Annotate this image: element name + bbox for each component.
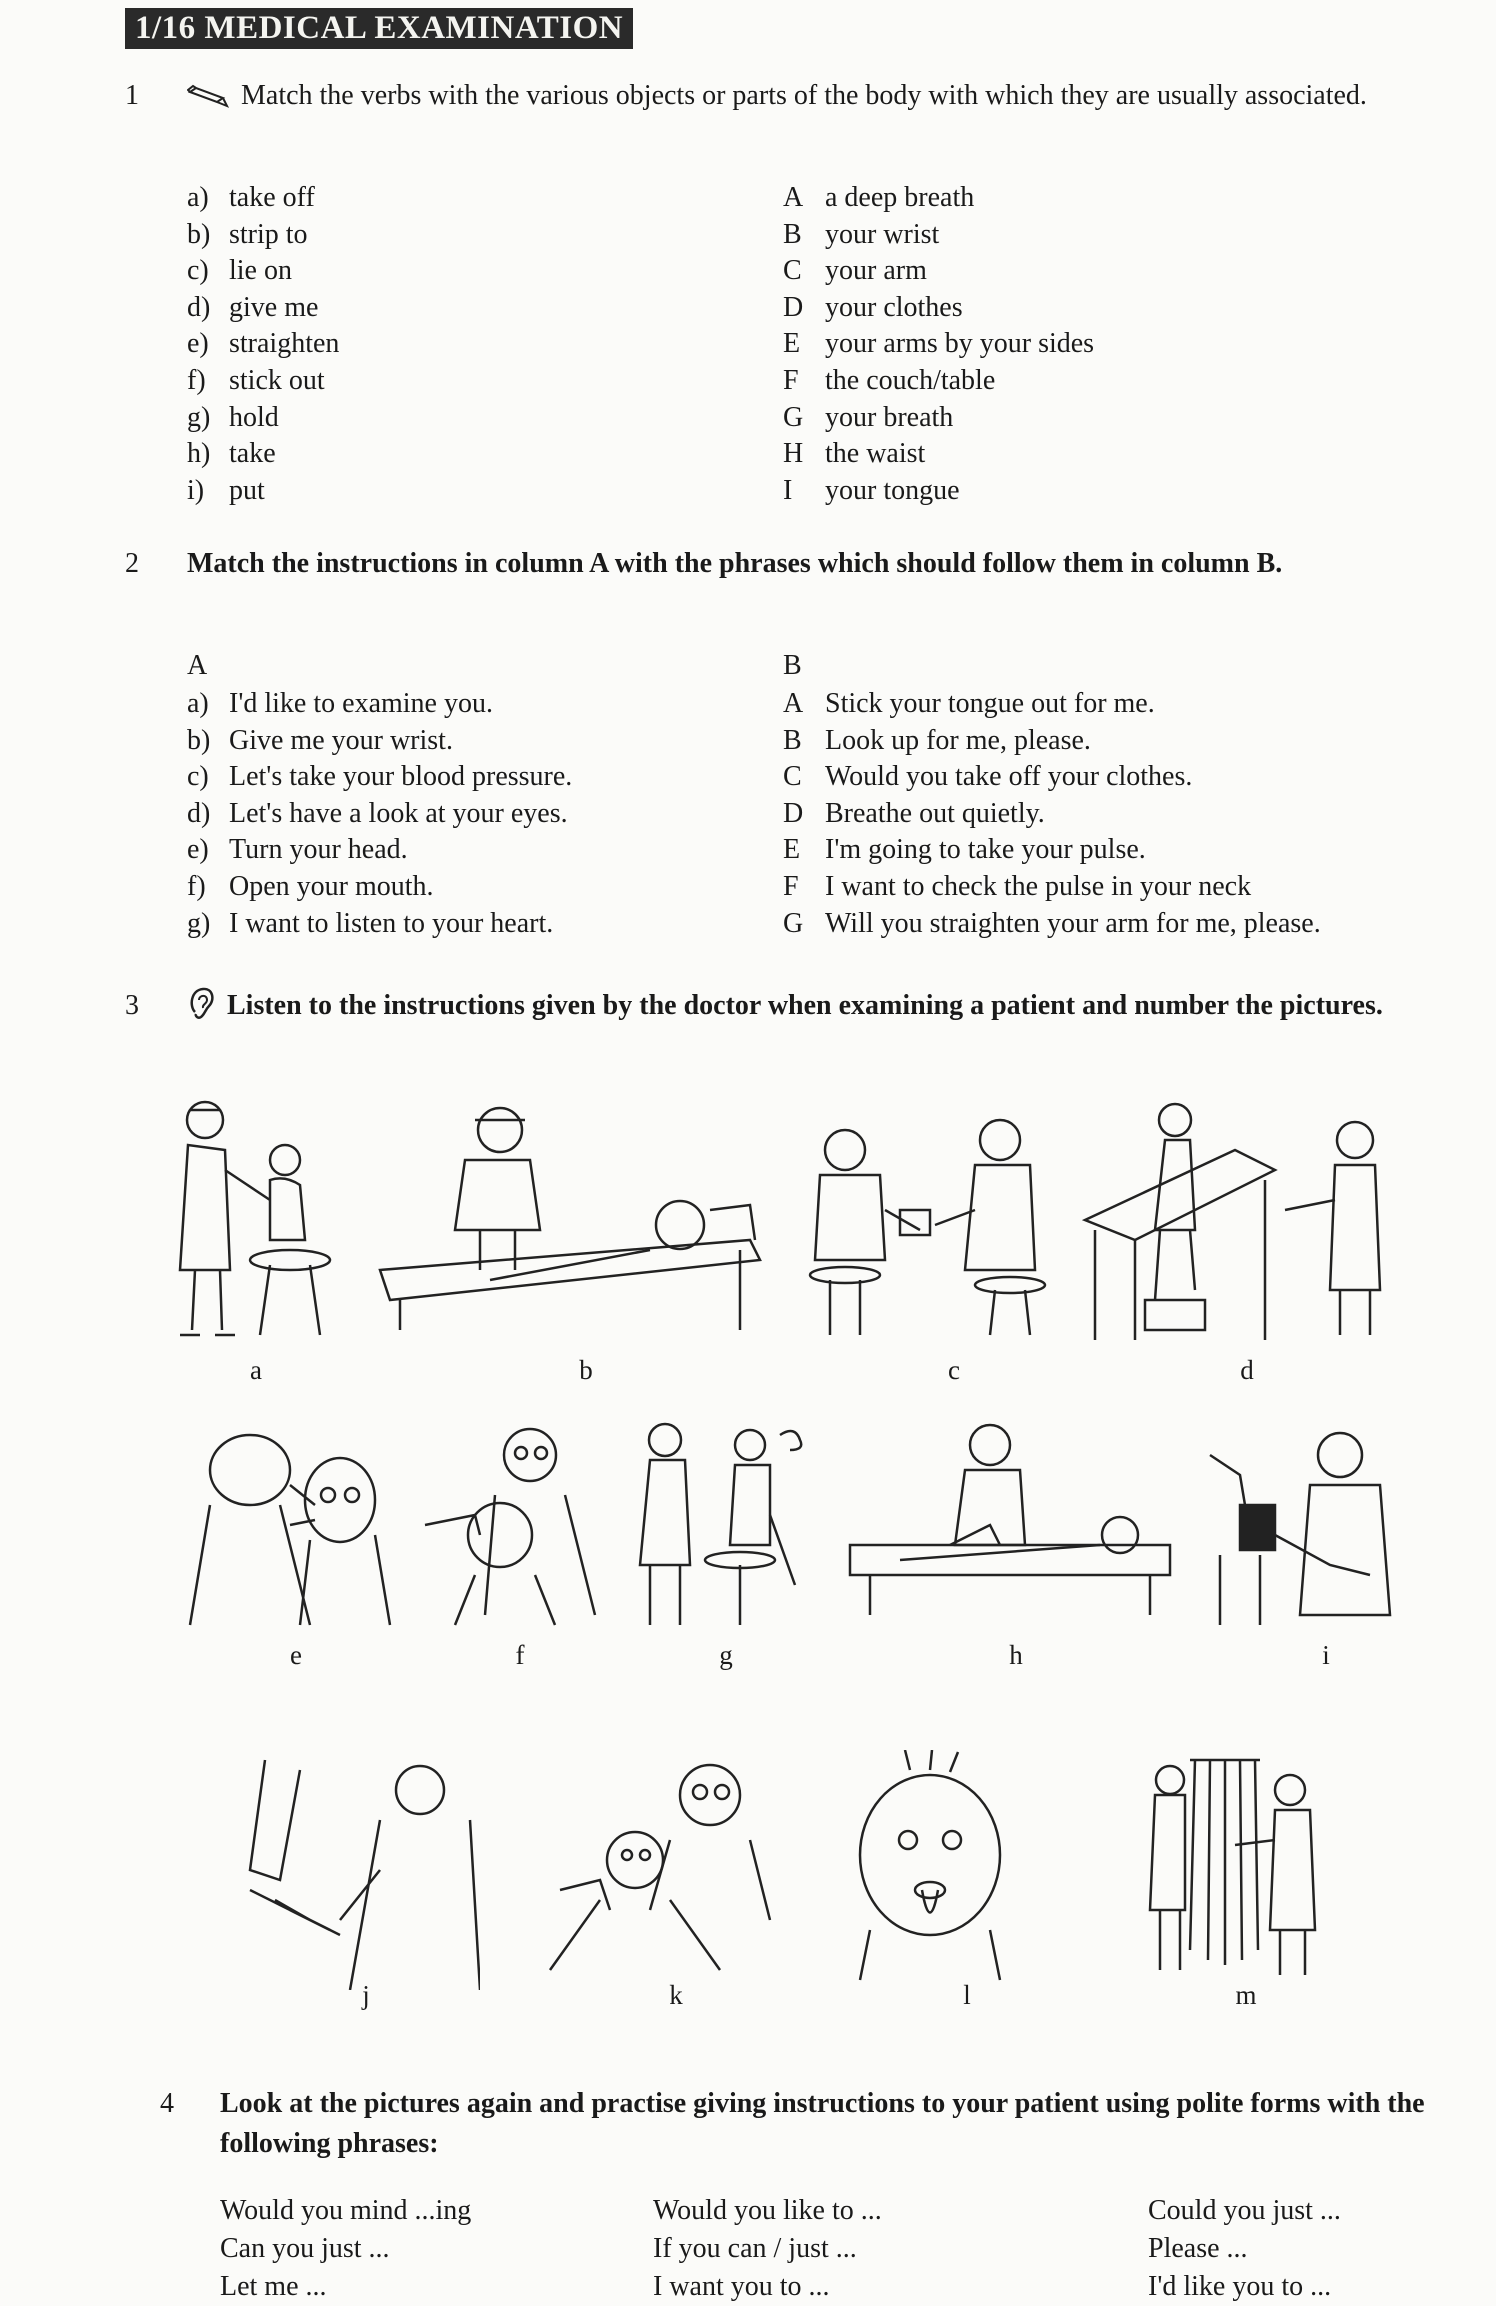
list-item [187,796,572,833]
item-key: H [783,438,804,470]
item-text: take [229,438,276,470]
exercise-1-instruction [187,76,1422,122]
phrase-column-3 [1148,2192,1341,2306]
item-text: your arms by your sides [825,328,1095,360]
list-item [783,180,1094,217]
item-key: a) [187,182,209,213]
item-key: f) [187,364,206,396]
list-item [783,723,1321,760]
phrase-item: If you can / just ... [653,2233,857,2264]
picture-label: a [250,1355,262,1385]
list-item [187,686,572,723]
item-key: G [783,907,804,939]
exercise-3-instruction [187,986,1422,1032]
page-title: 1/16 MEDICAL EXAMINATION [125,8,633,49]
ex2-column-b [783,686,1321,942]
list-item [783,796,1321,833]
item-key: G [783,401,804,433]
phrase-item: Please ... [1148,2233,1248,2264]
ear-icon [187,986,217,1032]
phrase-item: Would you mind ...ing [220,2195,472,2226]
picture-label: j [362,1980,370,2010]
picture-label: d [1240,1355,1254,1385]
item-key: C [783,255,802,287]
item-key: A [783,182,804,213]
item-text: I'm going to take your pulse. [825,834,1146,866]
item-text: the couch/table [825,364,996,396]
list-item [783,473,1094,510]
list-item [783,217,1094,254]
exercise-4-instruction: Look at the pictures again and practise giving instructions to your patient using polite forms with the following phrases: [220,2088,1425,2159]
item-key: E [783,328,801,360]
picture-e[interactable] [180,1415,400,1635]
picture-l[interactable] [840,1750,1020,1990]
item-text: straighten [229,328,340,360]
item-text: lie on [229,255,292,287]
picture-label: k [669,1980,683,2010]
list-item [783,253,1094,290]
phrase-item: I'd like you to ... [1148,2271,1332,2302]
list-item [187,436,339,473]
phrase-item: Would you like to ... [653,2195,882,2226]
ex1-objects-list [783,180,1094,509]
item-key: a) [187,688,209,719]
item-text: Would you take off your clothes. [825,761,1193,793]
picture-g[interactable] [630,1415,810,1635]
list-item [783,290,1094,327]
item-text: your arm [825,255,927,287]
item-key: D [783,797,804,829]
picture-label: f [515,1640,525,1670]
phrase-column-2 [653,2192,882,2306]
ex2-column-a [187,686,572,942]
item-text: Will you straighten your arm for me, please. [825,907,1321,939]
item-key: B [783,724,802,756]
exercise-4-number: 4 [160,2088,174,2119]
item-text: Let's take your blood pressure. [229,761,573,793]
list-item [187,326,339,363]
list-item [187,290,339,327]
picture-label: b [579,1355,593,1385]
picture-b[interactable] [370,1090,800,1350]
item-key: B [783,218,802,250]
list-item [187,906,572,943]
list-item [783,832,1321,869]
picture-k[interactable] [540,1750,780,1990]
item-text: hold [229,401,279,433]
list-item [783,363,1094,400]
list-item [187,759,572,796]
picture-label: h [1009,1640,1023,1670]
item-text: stick out [229,364,325,396]
list-item [783,326,1094,363]
exercise-1-instruction-text: Match the verbs with the various objects or parts of the body with which they are usually associated. [241,80,1367,111]
picture-d[interactable] [1075,1090,1395,1350]
item-text: Open your mouth. [229,870,434,902]
item-text: strip to [229,218,308,250]
item-key: g) [187,907,211,939]
item-text: your breath [825,401,954,433]
item-key: d) [187,291,211,323]
item-text: I want to listen to your heart. [229,907,554,939]
item-text: Give me your wrist. [229,724,453,756]
item-text: your tongue [825,474,960,506]
item-key: c) [187,255,209,287]
picture-label: c [948,1355,960,1385]
picture-i[interactable] [1200,1415,1410,1635]
item-key: e) [187,834,209,866]
item-text: Look up for me, please. [825,724,1091,756]
picture-h[interactable] [840,1415,1180,1635]
picture-label: g [719,1640,733,1670]
phrase-item: Let me ... [220,2271,327,2302]
item-text: I want to check the pulse in your neck [825,870,1252,902]
list-item [783,686,1321,723]
item-text: take off [229,182,315,213]
item-key: C [783,761,802,793]
item-key: I [783,474,793,506]
item-text: put [229,474,265,506]
item-key: i) [187,474,205,506]
item-text: Breathe out quietly. [825,797,1045,829]
item-key: b) [187,218,211,250]
column-a-header: A [187,650,208,681]
column-b-header: B [783,650,802,681]
item-text: the waist [825,438,926,470]
item-key: F [783,870,799,902]
list-item [783,400,1094,437]
list-item [187,869,572,906]
list-item [783,436,1094,473]
item-text: your wrist [825,218,940,250]
exercise-3-number: 3 [125,990,139,1021]
list-item [783,759,1321,796]
item-key: b) [187,724,211,756]
picture-c[interactable] [800,1090,1060,1350]
item-text: Turn your head. [229,834,408,866]
list-item [187,832,572,869]
phrase-item: Can you just ... [220,2233,390,2264]
list-item [187,180,339,217]
item-text: Let's have a look at your eyes. [229,797,568,829]
picture-label: l [963,1980,971,2010]
item-key: h) [187,438,211,470]
phrase-column-1 [220,2192,471,2306]
list-item [783,869,1321,906]
pencil-icon [187,82,231,122]
list-item [187,723,572,760]
item-key: f) [187,870,206,902]
item-key: c) [187,761,209,793]
item-key: g) [187,401,211,433]
exercise-1-number: 1 [125,80,139,111]
ex1-verbs-list [187,180,339,509]
picture-label: i [1322,1640,1330,1670]
item-key: d) [187,797,211,829]
list-item [187,473,339,510]
list-item [187,253,339,290]
exercise-3-instruction-text: Listen to the instructions given by the doctor when examining a patient and number the pictures. [227,990,1383,1021]
list-item [187,217,339,254]
item-key: A [783,688,804,719]
item-key: F [783,364,799,396]
list-item [187,400,339,437]
picture-label: m [1235,1980,1257,2010]
picture-j[interactable] [230,1750,480,1990]
item-text: your clothes [825,291,963,323]
picture-a[interactable] [160,1090,350,1350]
item-key: D [783,291,804,323]
phrase-item: I want you to ... [653,2271,830,2302]
list-item [783,906,1321,943]
picture-label: e [290,1640,302,1670]
item-key: E [783,834,801,866]
exercise-2-number: 2 [125,548,139,579]
item-text: a deep breath [825,182,975,213]
item-key: e) [187,328,209,360]
picture-f[interactable] [415,1415,615,1635]
picture-m[interactable] [1130,1750,1330,1990]
exercise-2-instruction: Match the instructions in column A with the phrases which should follow them in column B. [187,548,1283,579]
item-text: Stick your tongue out for me. [825,688,1155,719]
item-text: give me [229,291,319,323]
phrase-item: Could you just ... [1148,2195,1341,2226]
item-text: I'd like to examine you. [229,688,493,719]
list-item [187,363,339,400]
